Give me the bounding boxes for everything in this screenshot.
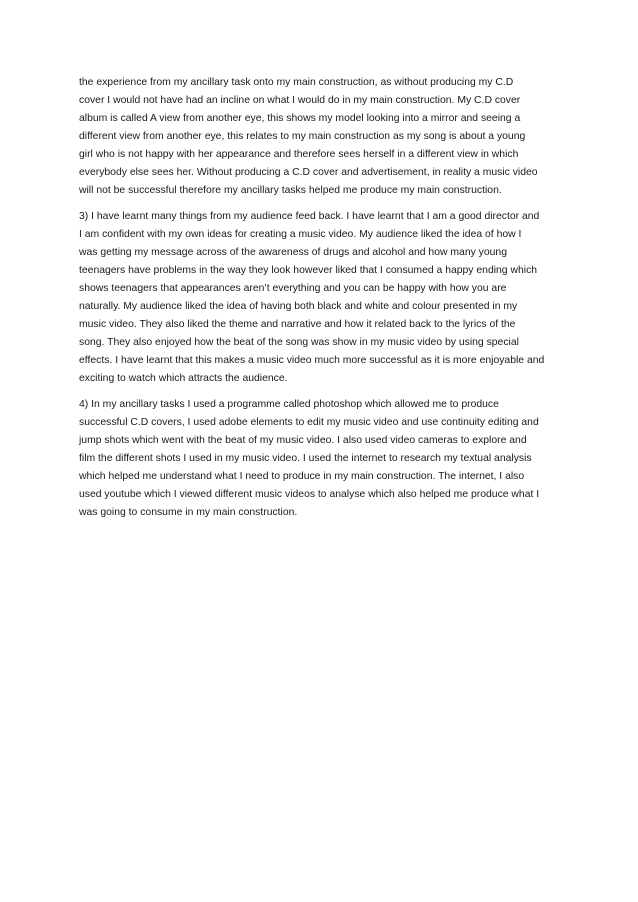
- document-body: [79, 74, 564, 530]
- text-line: film the different shots I used in my music video. I used the internet to research my textual analysis: [79, 453, 532, 464]
- text-line: song. They also enjoyed how the beat of the song was show in my music video by using special: [79, 337, 519, 348]
- text-line: I am confident with my own ideas for creating a music video. My audience liked the idea of how I: [79, 229, 522, 240]
- text-line: was getting my message across of the awareness of drugs and alcohol and how many young: [79, 247, 507, 258]
- text-line: naturally. My audience liked the idea of having both black and white and colour presented in my: [79, 301, 518, 312]
- paragraph-4-technologies: [79, 396, 564, 522]
- text-line: exciting to watch which attracts the audience.: [79, 373, 288, 384]
- text-line: shows teenagers that appearances aren’t everything and you can be happy with how you are: [79, 283, 507, 294]
- text-line: cover I would not have had an incline on what I would do in my main construction. My C.D cover: [79, 95, 521, 106]
- text-line: jump shots which went with the beat of my music video. I also used video cameras to explore and: [79, 435, 527, 446]
- text-line: album is called A view from another eye, this shows my model looking into a mirror and seeing a: [79, 113, 521, 124]
- text-line: successful C.D covers, I used adobe elements to edit my music video and use continuity editing and: [79, 417, 539, 428]
- text-line: 3) I have learnt many things from my audience feed back. I have learnt that I am a good director and: [79, 211, 540, 222]
- text-line: 4) In my ancillary tasks I used a programme called photoshop which allowed me to produce: [79, 399, 499, 410]
- text-line: was going to consume in my main construction.: [79, 507, 298, 518]
- text-line: which helped me understand what I need to produce in my main construction. The internet, I also: [79, 471, 525, 482]
- text-line: girl who is not happy with her appearance and therefore sees herself in a different view in which: [79, 149, 519, 160]
- text-line: effects. I have learnt that this makes a music video much more successful as it is more enjoyable and: [79, 355, 545, 366]
- text-line: the experience from my ancillary task onto my main construction, as without producing my C.D: [79, 77, 514, 88]
- text-line: everybody else sees her. Without producing a C.D cover and advertisement, in reality a music video: [79, 167, 538, 178]
- text-line: will not be successful therefore my ancillary tasks helped me produce my main construction.: [79, 185, 502, 196]
- text-line: used youtube which I viewed different music videos to analyse which also helped me produce what I: [79, 489, 540, 500]
- paragraph-3-audience-feedback: [79, 208, 564, 388]
- paragraph-continuation: [79, 74, 564, 200]
- text-line: teenagers have problems in the way they look however liked that I consumed a happy ending which: [79, 265, 538, 276]
- text-line: different view from another eye, this relates to my main construction as my song is about a young: [79, 131, 526, 142]
- text-line: music video. They also liked the theme and narrative and how it related back to the lyrics of the: [79, 319, 516, 330]
